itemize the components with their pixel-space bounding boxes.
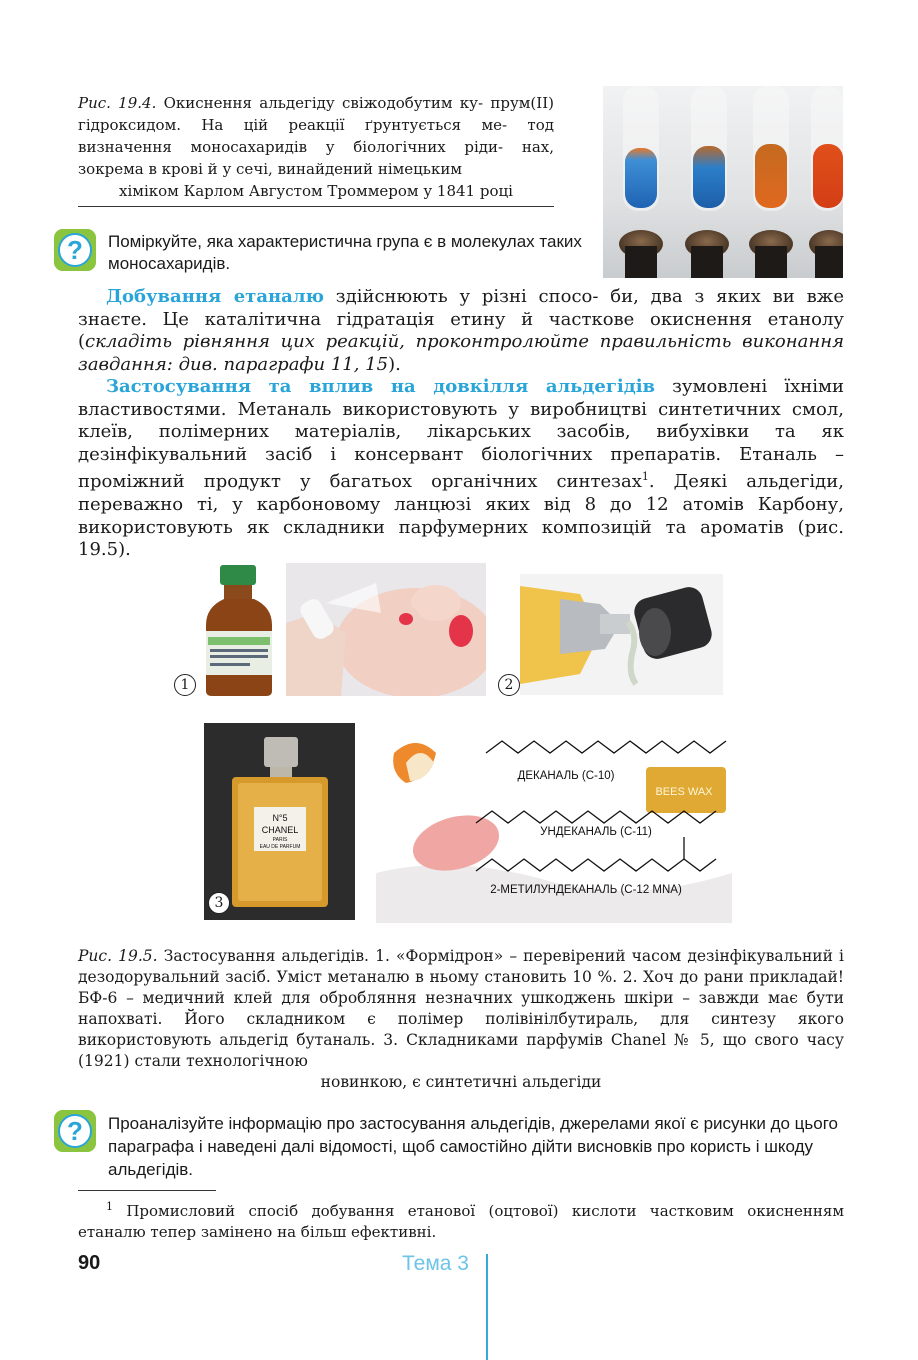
page-number: 90	[78, 1252, 101, 1274]
aldehyde-formulas-image	[376, 723, 732, 923]
question-2-text: Проаналізуйте інформацію про застосування альдегідів, джерелами якої є рисунки до цього параграфа і наведені далі відомості, щоб самостійно дійти висновків про користь і шкоду альдегідів.	[108, 1114, 839, 1179]
footer-vertical-line	[486, 1254, 488, 1360]
paragraph-acetaldehyde-production	[78, 286, 844, 376]
section-theme-label: Тема 3	[402, 1252, 469, 1275]
perfume-label-brand: CHANEL	[261, 825, 299, 835]
paragraph-text: ).	[388, 353, 401, 375]
foot-spray-photo	[286, 563, 486, 696]
figure-number-badge: 1	[174, 674, 196, 696]
formidron-bottle-photo	[200, 563, 280, 698]
figure-number-badge: 3	[208, 892, 230, 914]
caption-divider	[78, 206, 554, 207]
figure-19-5-caption	[78, 946, 844, 1093]
figure-label: Рис. 19.4.	[78, 94, 157, 112]
caption-line: нах, зокрема в крові й у сечі, винайдений німецьким	[78, 138, 554, 178]
caption-line: тод визначення моносахаридів у біологічних ріди-	[78, 116, 554, 156]
figure-19-4-caption	[78, 92, 554, 202]
svg-text:?: ?	[67, 235, 83, 265]
question-icon	[54, 1110, 96, 1152]
footnote-divider	[78, 1190, 216, 1191]
highlight-term: Добування етаналю	[106, 286, 324, 307]
paragraph-italic: складіть рівняння цих реакцій, проконтролюйте правильність виконання завдання: див. параграфи 11, 15	[78, 331, 844, 375]
paragraph-text: зумовлені їхніми властивостями. Метаналь використовують у виробництві синтетичних смол, клеїв, полімерних матеріалів, лікарських засобів, вибухівки та як дезінфікувальний засіб і консервант біологічних препаратів. Етаналь – проміжний продукт у багатьох органічних синтезах	[78, 376, 844, 493]
caption-last-line: новинкою, є синтетичні альдегіди	[320, 1073, 602, 1091]
formula-label-methylundecanal: 2-МЕТИЛУНДЕКАНАЛЬ (С-12 MNA)	[490, 884, 682, 896]
formula-label-decanal: ДЕКАНАЛЬ (С-10)	[517, 770, 615, 782]
paragraph-text: здійснюють у різні спосо- би, два з яких ви вже знаєте. Це каталітична гідратація етину й часткове окиснення етанолу (	[78, 286, 844, 353]
caption-line: прум(II) гідроксидом. На цій реакції ґрунтується ме-	[78, 94, 554, 134]
question-icon	[54, 229, 96, 271]
test-tubes-photo	[603, 86, 843, 278]
svg-text:?: ?	[67, 1116, 83, 1146]
question-1-text: Поміркуйте, яка характеристична група є в молекулах таких моносахаридів.	[108, 232, 582, 273]
footnote-ref: 1	[641, 470, 649, 484]
beeswax-text: BEES WAX	[655, 786, 713, 798]
caption-text: Застосування альдегідів. 1. «Формідрон» – перевірений часом дезінфікувальний і дезодорувальний засіб. Уміст метаналю в ньому становить 10 %. 2. Хоч до рани прикладай! БФ-6 – медичний клей для обробляння незначних ушкоджень шкіри – завжди має бути напохваті. Його складником є полімер полівінілбутираль, для синтезу якого використовують альдегід бутаналь. 3. Складниками парфумів Chanel № 5, що свого часу (1921) стали технологічною	[78, 947, 845, 1070]
paragraph-aldehyde-applications	[78, 376, 844, 562]
perfume-label-type: EAU DE PARFUM	[259, 844, 301, 850]
formula-label-undecanal: УНДЕКАНАЛЬ (С-11)	[540, 826, 652, 838]
footnote	[78, 1196, 844, 1243]
caption-line: Окиснення альдегіду свіжодобутим ку-	[163, 94, 484, 112]
highlight-term: Застосування та вплив на довкілля альдегідів	[106, 376, 656, 397]
chanel-perfume-photo	[204, 723, 355, 920]
bf6-glue-photo	[520, 574, 723, 695]
figure-number-badge: 2	[498, 674, 520, 696]
footnote-text: Промисловий спосіб добування етанової (оцтової) кислоти частковим окисненням етаналю тепер замінено на більш ефективні.	[78, 1202, 844, 1241]
paragraph-text: . Деякі альдегіди, переважно ті, у карбоновому ланцюзі яких від 8 до 12 атомів Карбону, використовують як складники парфумерних композицій та ароматів (рис. 19.5).	[78, 471, 844, 561]
perfume-label-number: N°5	[272, 813, 288, 823]
footnote-mark: 1	[106, 1200, 113, 1213]
figure-label: Рис. 19.5.	[78, 947, 158, 965]
perfume-label-city: PARIS	[272, 837, 288, 843]
caption-last-line: хіміком Карлом Августом Троммером у 1841 році	[119, 182, 513, 200]
